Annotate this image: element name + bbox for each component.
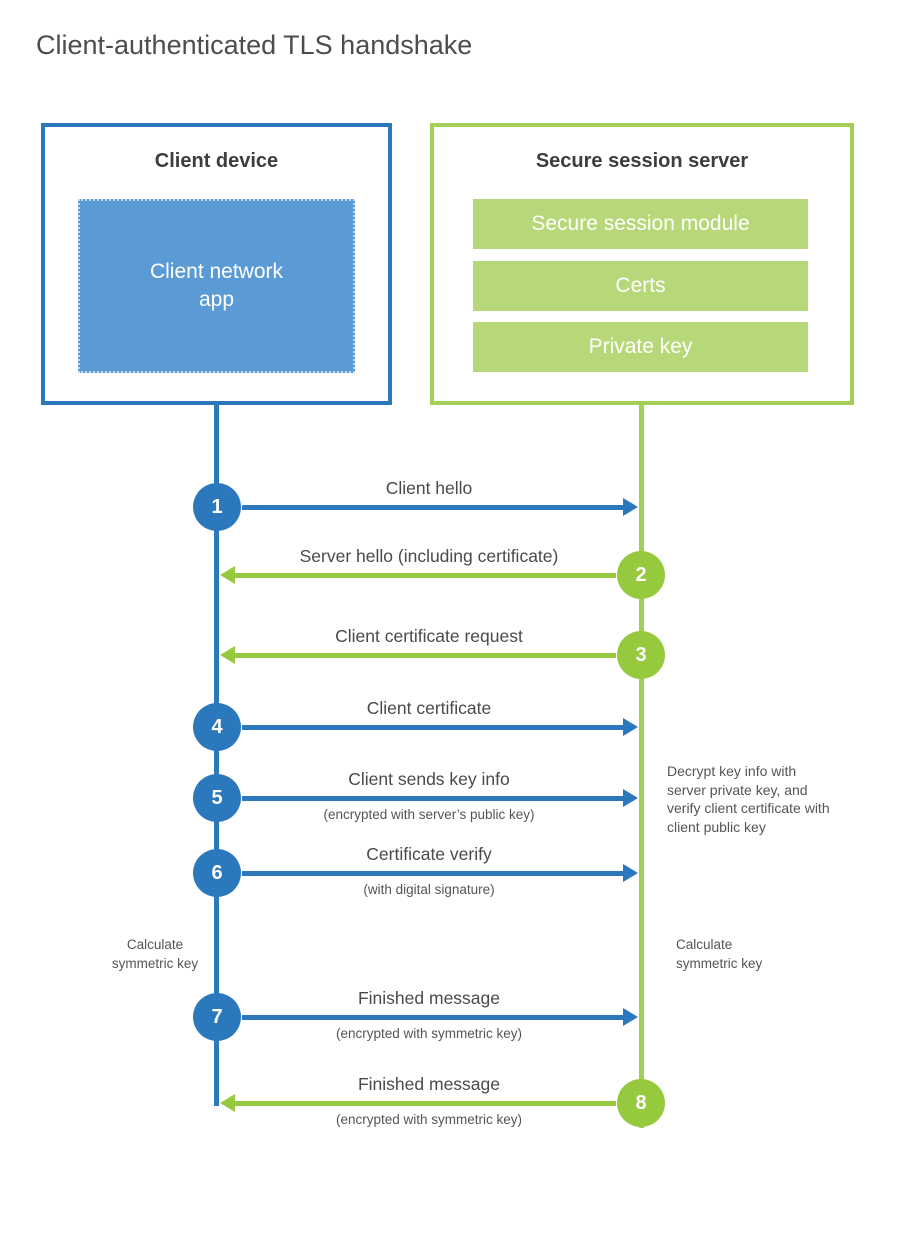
step-2-arrow-left <box>220 566 616 584</box>
step-badge-3: 3 <box>617 631 665 679</box>
client-calculate-symmetric-key-note: Calculate symmetric key <box>111 937 199 971</box>
step-5-label: Client sends key info <box>348 769 510 789</box>
step-badge-7: 7 <box>193 993 241 1041</box>
server-bar-secure-session-module: Secure session module <box>473 199 808 249</box>
secure-session-server-box <box>430 123 854 405</box>
arrowhead-right-icon <box>623 789 638 807</box>
step-badge-4: 4 <box>193 703 241 751</box>
arrow-shaft <box>233 653 616 658</box>
client-network-app-label: Client network app <box>149 260 284 311</box>
step-2-label: Server hello (including certificate) <box>299 546 559 566</box>
arrowhead-right-icon <box>623 718 638 736</box>
secure-session-server-title: Secure session server <box>535 150 749 172</box>
arrow-shaft <box>242 1015 625 1020</box>
step-badge-2: 2 <box>617 551 665 599</box>
step-5-arrow-right <box>242 789 638 807</box>
server-bar-certs: Certs <box>473 261 808 311</box>
arrowhead-left-icon <box>220 1094 235 1112</box>
arrowhead-right-icon <box>623 498 638 516</box>
step-badge-5: 5 <box>193 774 241 822</box>
arrowhead-right-icon <box>623 1008 638 1026</box>
server-calculate-symmetric-key-note: Calculate symmetric key <box>676 937 763 971</box>
step-badge-8: 8 <box>617 1079 665 1127</box>
step-3-arrow-left <box>220 646 616 664</box>
step-badge-6: 6 <box>193 849 241 897</box>
diagram-title: Client-authenticated TLS handshake <box>36 30 473 60</box>
server-decrypt-note: Decrypt key info with server private key, and verify client certificate with client public key <box>667 763 830 835</box>
step-7-label: Finished message <box>357 988 501 1008</box>
step-1-label: Client hello <box>385 478 473 498</box>
arrow-shaft <box>233 573 616 578</box>
step-3-label: Client certificate request <box>335 626 523 646</box>
arrow-shaft <box>242 796 625 801</box>
client-network-app-box <box>78 199 355 373</box>
arrow-shaft <box>233 1101 616 1106</box>
step-1-arrow-right <box>242 498 638 516</box>
step-8-sublabel: (encrypted with symmetric key) <box>335 1112 523 1127</box>
step-8-arrow-left <box>220 1094 616 1112</box>
step-5-sublabel: (encrypted with server’s public key) <box>323 807 535 822</box>
arrow-shaft <box>242 505 625 510</box>
client-device-title: Client device <box>154 150 279 172</box>
arrowhead-left-icon <box>220 566 235 584</box>
step-8-label: Finished message <box>357 1074 501 1094</box>
step-6-label: Certificate verify <box>366 844 492 864</box>
step-6-arrow-right <box>242 864 638 882</box>
step-6-sublabel: (with digital signature) <box>363 882 495 897</box>
step-7-sublabel: (encrypted with symmetric key) <box>335 1026 523 1041</box>
step-4-arrow-right <box>242 718 638 736</box>
arrowhead-right-icon <box>623 864 638 882</box>
arrow-shaft <box>242 871 625 876</box>
server-bar-private-key: Private key <box>473 322 808 372</box>
step-7-arrow-right <box>242 1008 638 1026</box>
client-device-box <box>41 123 392 405</box>
arrow-shaft <box>242 725 625 730</box>
step-badge-1: 1 <box>193 483 241 531</box>
step-4-label: Client certificate <box>366 698 492 718</box>
arrowhead-left-icon <box>220 646 235 664</box>
server-lifeline <box>639 404 644 1128</box>
